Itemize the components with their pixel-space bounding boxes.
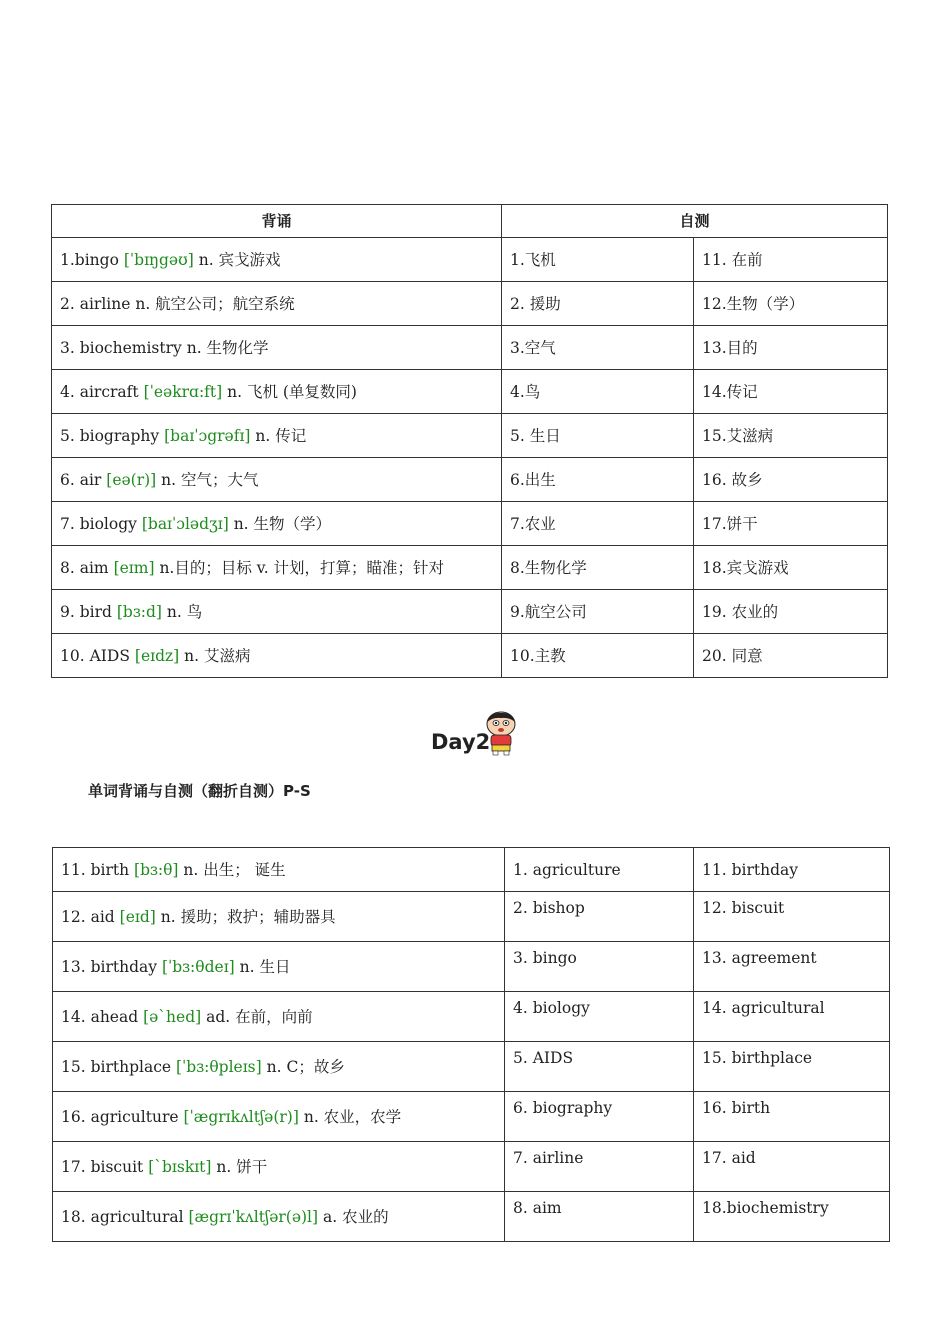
word-entry-cell xyxy=(53,1192,505,1242)
table-row xyxy=(52,590,888,634)
self-test-cell: 10.主教 xyxy=(502,634,694,678)
word: 13. birthday xyxy=(61,957,157,976)
table-row xyxy=(53,1192,890,1242)
phonetic: [eɪd] xyxy=(119,907,156,926)
meaning: n. 生物（学） xyxy=(233,514,332,533)
table-row xyxy=(53,1092,890,1142)
self-test-cell: 16. 故乡 xyxy=(694,458,888,502)
self-test-cell: 8.生物化学 xyxy=(502,546,694,590)
self-test-cell: 15.艾滋病 xyxy=(694,414,888,458)
word: 17. biscuit xyxy=(61,1157,144,1176)
self-test-cell: 15. birthplace xyxy=(694,1042,890,1092)
meaning: n. 出生； 诞生 xyxy=(183,860,286,879)
word-entry-cell xyxy=(53,892,505,942)
meaning: n. 生物化学 xyxy=(186,338,269,357)
table-row xyxy=(53,942,890,992)
word-entry-cell xyxy=(52,590,502,634)
word: 8. aim xyxy=(60,558,109,577)
table-header-row xyxy=(52,205,888,238)
memorize-table-2 xyxy=(52,847,890,1242)
table-row xyxy=(52,634,888,678)
self-test-cell: 1. agriculture xyxy=(505,848,694,892)
word: 11. birth xyxy=(61,860,130,879)
self-test-cell: 4. biology xyxy=(505,992,694,1042)
phonetic: [eə(r)] xyxy=(106,470,157,489)
self-test-cell: 9.航空公司 xyxy=(502,590,694,634)
table-row xyxy=(53,1042,890,1092)
section-subtitle: 单词背诵与自测（翻折自测）P-S xyxy=(88,782,311,800)
self-test-cell: 18.biochemistry xyxy=(694,1192,890,1242)
self-test-cell: 17. aid xyxy=(694,1142,890,1192)
word: 5. biography xyxy=(60,426,160,445)
table-row xyxy=(52,414,888,458)
self-test-cell: 3.空气 xyxy=(502,326,694,370)
self-test-cell: 19. 农业的 xyxy=(694,590,888,634)
phonetic: [ˈbɜ:θpleɪs] xyxy=(176,1057,262,1076)
table-row xyxy=(53,992,890,1042)
table-row xyxy=(52,546,888,590)
meaning: n. 航空公司；航空系统 xyxy=(135,294,295,313)
phonetic: [eɪm] xyxy=(113,558,155,577)
word-entry-cell xyxy=(52,326,502,370)
self-test-cell: 6. biography xyxy=(505,1092,694,1142)
table-row xyxy=(53,848,890,892)
table-row xyxy=(53,892,890,942)
table-row xyxy=(52,502,888,546)
self-test-cell: 1.飞机 xyxy=(502,238,694,282)
self-test-cell: 4.鸟 xyxy=(502,370,694,414)
phonetic: [əˋhed] xyxy=(143,1007,202,1026)
phonetic: [bɜ:θ] xyxy=(134,860,179,879)
word-entry-cell xyxy=(52,414,502,458)
word-entry-cell xyxy=(53,942,505,992)
word-entry-cell xyxy=(52,458,502,502)
word-entry-cell xyxy=(52,370,502,414)
self-test-cell: 3. bingo xyxy=(505,942,694,992)
word: 14. ahead xyxy=(61,1007,139,1026)
word: 3. biochemistry xyxy=(60,338,182,357)
self-test-cell: 8. aim xyxy=(505,1192,694,1242)
meaning: n. 飞机 (单复数同) xyxy=(227,382,357,401)
self-test-cell: 7.农业 xyxy=(502,502,694,546)
meaning: n. 空气；大气 xyxy=(161,470,259,489)
word: 4. aircraft xyxy=(60,382,139,401)
meaning: n. 饼干 xyxy=(216,1157,268,1176)
word: 10. AIDS xyxy=(60,646,130,665)
self-test-cell: 7. airline xyxy=(505,1142,694,1192)
self-test-cell: 6.出生 xyxy=(502,458,694,502)
phonetic: [ˈbɜ:θdeɪ] xyxy=(161,957,235,976)
phonetic: [ˈbɪŋgəʊ] xyxy=(123,250,194,269)
self-test-cell: 5. 生日 xyxy=(502,414,694,458)
phonetic: [bɜ:d] xyxy=(116,602,162,621)
phonetic: [eɪdz] xyxy=(134,646,180,665)
word-entry-cell xyxy=(52,502,502,546)
self-test-cell: 13.目的 xyxy=(694,326,888,370)
table-body xyxy=(52,238,888,678)
meaning: n. 鸟 xyxy=(166,602,203,621)
meaning: n. C；故乡 xyxy=(266,1057,345,1076)
word-entry-cell xyxy=(52,546,502,590)
table-row xyxy=(52,238,888,282)
meaning: ad. 在前，向前 xyxy=(206,1007,313,1026)
meaning: n.目的；目标 v. 计划，打算；瞄准；针对 xyxy=(159,558,445,577)
table-row xyxy=(52,458,888,502)
word: 1.bingo xyxy=(60,250,119,269)
table-body xyxy=(53,848,890,1242)
phonetic: [ˋbɪskɪt] xyxy=(148,1157,212,1176)
self-test-cell: 18.宾戈游戏 xyxy=(694,546,888,590)
meaning: a. 农业的 xyxy=(323,1207,389,1226)
word: 16. agriculture xyxy=(61,1107,179,1126)
word: 12. aid xyxy=(61,907,115,926)
meaning: n. 艾滋病 xyxy=(184,646,251,665)
self-test-cell: 14. agricultural xyxy=(694,992,890,1042)
self-test-cell: 11. birthday xyxy=(694,848,890,892)
header-self-test: 自测 xyxy=(502,205,888,238)
phonetic: [ˈeəkrɑ:ft] xyxy=(143,382,223,401)
word-entry-cell xyxy=(52,634,502,678)
word: 7. biology xyxy=(60,514,137,533)
table-row xyxy=(52,282,888,326)
meaning: n. 生日 xyxy=(239,957,291,976)
self-test-cell: 17.饼干 xyxy=(694,502,888,546)
self-test-cell: 12. biscuit xyxy=(694,892,890,942)
word-entry-cell xyxy=(53,992,505,1042)
word-entry-cell xyxy=(53,1092,505,1142)
self-test-cell: 5. AIDS xyxy=(505,1042,694,1092)
meaning: n. 传记 xyxy=(255,426,307,445)
phonetic: [ˈægrɪkʌltʃə(r)] xyxy=(183,1107,299,1126)
phonetic: [baɪˈɔgrəfɪ] xyxy=(164,426,251,445)
self-test-cell: 14.传记 xyxy=(694,370,888,414)
self-test-cell: 11. 在前 xyxy=(694,238,888,282)
word: 18. agricultural xyxy=(61,1207,184,1226)
word: 2. airline xyxy=(60,294,131,313)
self-test-cell: 16. birth xyxy=(694,1092,890,1142)
self-test-cell: 2. 援助 xyxy=(502,282,694,326)
word-entry-cell xyxy=(52,282,502,326)
self-test-cell: 20. 同意 xyxy=(694,634,888,678)
word: 15. birthplace xyxy=(61,1057,172,1076)
self-test-cell: 2. bishop xyxy=(505,892,694,942)
self-test-cell: 13. agreement xyxy=(694,942,890,992)
table-row xyxy=(52,326,888,370)
meaning: n. 援助；救护；辅助器具 xyxy=(160,907,336,926)
self-test-cell: 12.生物（学） xyxy=(694,282,888,326)
table-row xyxy=(53,1142,890,1192)
word-entry-cell xyxy=(53,1042,505,1092)
word-entry-cell xyxy=(52,238,502,282)
meaning: n. 农业，农学 xyxy=(303,1107,402,1126)
memorize-table-1 xyxy=(51,204,888,678)
cartoon-boy-icon xyxy=(479,710,523,756)
phonetic: [ægrɪˈkʌltʃər(ə)l] xyxy=(188,1207,319,1226)
meaning: n. 宾戈游戏 xyxy=(198,250,281,269)
word-entry-cell xyxy=(53,848,505,892)
table-row xyxy=(52,370,888,414)
header-memorize: 背诵 xyxy=(52,205,502,238)
word: 9. bird xyxy=(60,602,112,621)
word-entry-cell xyxy=(53,1142,505,1192)
phonetic: [baɪˈɔlədʒɪ] xyxy=(141,514,229,533)
word: 6. air xyxy=(60,470,102,489)
day-title: Day2 xyxy=(431,730,491,754)
